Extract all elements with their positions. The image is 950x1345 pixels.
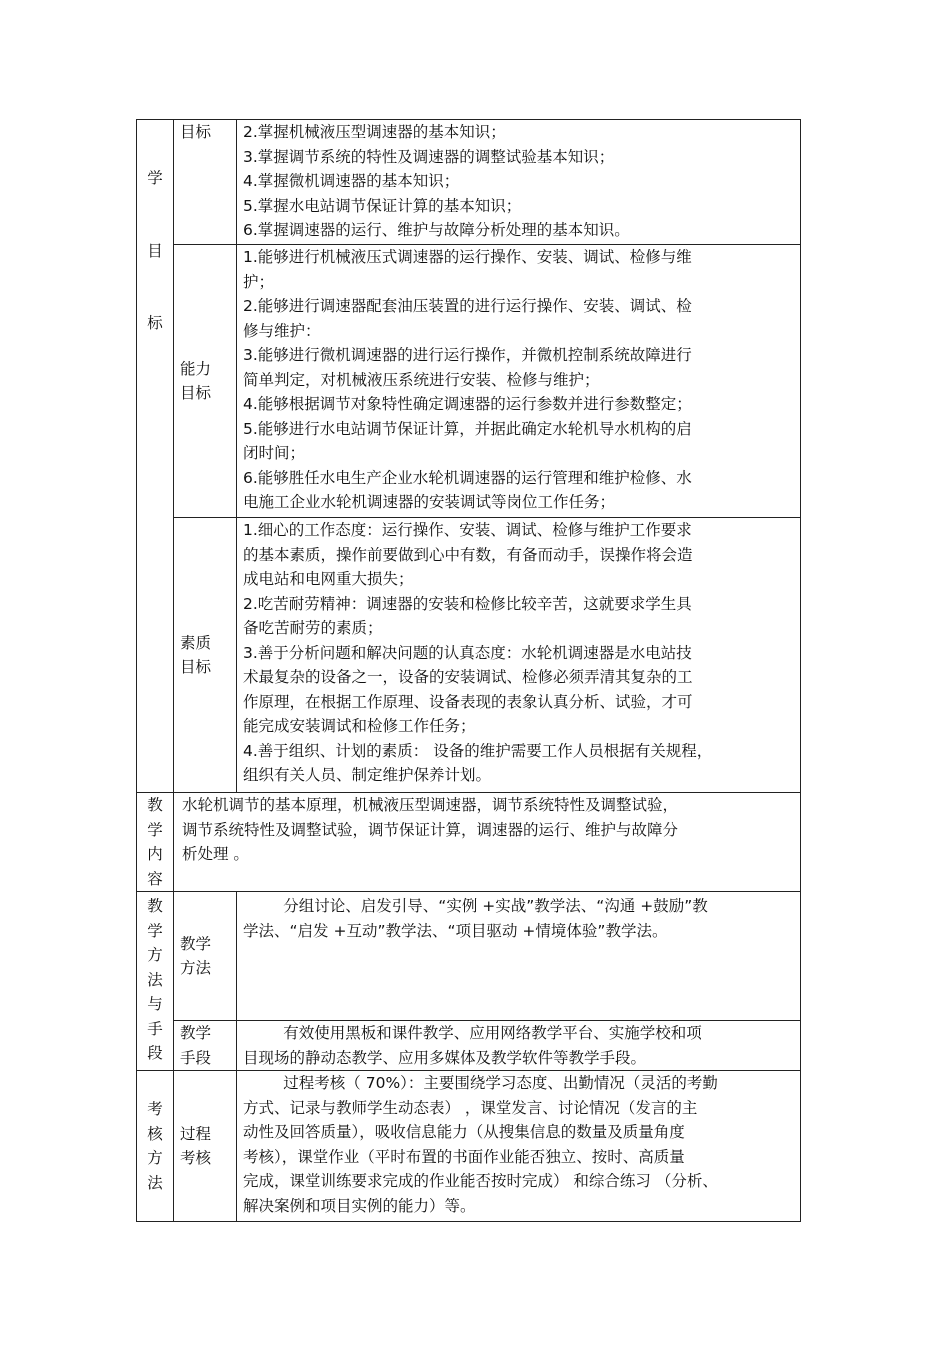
section-label-assessment: 考 核 方 法	[137, 1071, 174, 1222]
table-row	[137, 892, 801, 1021]
section-label-goals	[137, 120, 174, 793]
table-row	[137, 793, 801, 892]
table-row	[137, 120, 801, 245]
label-quality-goal: 素质 目标	[174, 518, 237, 793]
label-process-assessment: 过程 考核	[174, 1071, 237, 1222]
section-char: 标	[147, 314, 163, 332]
table-row	[137, 245, 801, 518]
section-label-content: 教 学 内 容	[137, 793, 174, 892]
label-teaching-means: 教学 手段	[174, 1021, 237, 1071]
table-row	[137, 518, 801, 793]
syllabus-table	[136, 119, 801, 1222]
knowledge-goal-text: 2.掌握机械液压型调速器的基本知识； 3.掌握调节系统的特性及调速器的调整试验基本知识； 4.掌握微机调速器的基本知识； 5.掌握水电站调节保证计算的基本知识； 6.掌握调速器的运行、维护与故障分析处理的基本知识。	[237, 120, 801, 245]
section-label-methods: 教 学 方 法 与 手 段	[137, 892, 174, 1071]
process-assessment-text: 过程考核（ 70%）：主要围绕学习态度、出勤情况（灵活的考勤 方式、记录与教师学生动态表） ，课堂发言、讨论情况（发言的主 动性及回答质量），吸收信息能力（从搜集信息的数量及质量角度 考核），课堂作业（平时布置的书面作业能否独立、按时、高质量 完成，课堂训练要求完成的作业能否按时完成） 和综合练习 （分析、 解决案例和项目实例的能力）等。	[237, 1071, 801, 1222]
teaching-method-text: 分组讨论、启发引导、“实例 +实战”教学法、“沟通 +鼓励”教 学法、“启发 +互动”教学法、“项目驱动 +情境体验”教学法。	[237, 892, 801, 1021]
label-ability-goal: 能力 目标	[174, 245, 237, 518]
ability-goal-text: 1.能够进行机械液压式调速器的运行操作、安装、调试、检修与维 护； 2.能够进行调速器配套油压装置的进行运行操作、安装、调试、检 修与维护： 3.能够进行微机调速器的进行运行操作，并微机控制系统故障进行 简单判定，对机械液压系统进行安装、检修与维护； 4.能够根据调节对象特性确定调速器的运行参数并进行参数整定； 5.能够进行水电站调节保证计算，并据此确定水轮机导水机构的启 闭时间； 6.能够胜任水电生产企业水轮机调速器的运行管理和维护检修、水 电施工企业水轮机调速器的安装调试等岗位工作任务；	[237, 245, 801, 518]
table-row	[137, 1071, 801, 1222]
section-char: 学	[147, 169, 163, 187]
quality-goal-text: 1.细心的工作态度：运行操作、安装、调试、检修与维护工作要求 的基本素质，操作前要做到心中有数，有备而动手，误操作将会造 成电站和电网重大损失； 2.吃苦耐劳精神：调速器的安装和检修比较辛苦，这就要求学生具 备吃苦耐劳的素质； 3.善于分析问题和解决问题的认真态度：水轮机调速器是水电站技 术最复杂的设备之一，设备的安装调试、检修必须弄清其复杂的工 作原理，在根据工作原理、设备表现的表象认真分析、试验，才可 能完成安装调试和检修工作任务； 4.善于组织、计划的素质： 设备的维护需要工作人员根据有关规程， 组织有关人员、制定维护保养计划。	[237, 518, 801, 793]
label-teaching-method: 教学 方法	[174, 892, 237, 1021]
teaching-means-text: 有效使用黑板和课件教学、应用网络教学平台、实施学校和项 目现场的静动态教学、应用多媒体及教学软件等教学手段。	[237, 1021, 801, 1071]
section-char: 目	[147, 241, 163, 260]
table-row	[137, 1021, 801, 1071]
content-text: 水轮机调节的基本原理，机械液压型调速器，调节系统特性及调整试验， 调节系统特性及调整试验，调节保证计算，调速器的运行、维护与故障分 析处理 。	[174, 793, 801, 892]
label-knowledge-goal: 目标	[174, 120, 237, 245]
